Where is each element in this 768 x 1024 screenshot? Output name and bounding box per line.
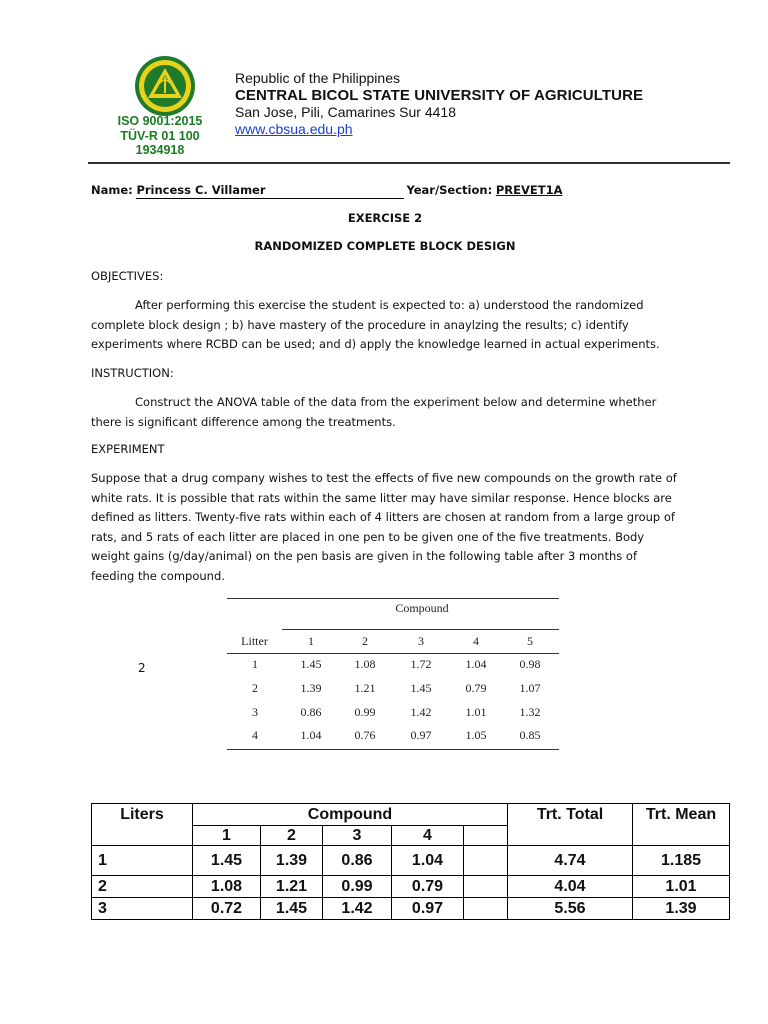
col-header-1: 1 xyxy=(193,826,261,846)
compound-col-5: 5 xyxy=(527,634,533,648)
cell: 1.05 xyxy=(465,728,487,742)
instruction-heading: INSTRUCTION: xyxy=(91,366,174,380)
cell: 0.86 xyxy=(300,705,322,719)
cell: 0.86 xyxy=(323,846,392,876)
objectives-heading: OBJECTIVES: xyxy=(91,269,164,283)
litter-header: Litter xyxy=(241,634,268,648)
trt-mean-cell: 1.01 xyxy=(633,876,730,898)
name-label: Name: xyxy=(91,183,133,197)
university-name: CENTRAL BICOL STATE UNIVERSITY OF AGRICULTURE xyxy=(235,87,644,104)
cell: 1.39 xyxy=(300,681,322,695)
cell: 0.79 xyxy=(465,681,487,695)
litter-2: 2 xyxy=(252,681,258,695)
side-number: 2 xyxy=(138,661,146,675)
trt-mean-header: Trt. Mean xyxy=(633,804,730,846)
cell: 1.21 xyxy=(354,681,376,695)
row-label: 2 xyxy=(92,876,193,898)
university-website-link[interactable]: www.cbsua.edu.ph xyxy=(235,121,353,137)
cell: 1.07 xyxy=(519,681,541,695)
row-label: 1 xyxy=(92,846,193,876)
cell: 1.04 xyxy=(392,846,464,876)
exercise-number-text: EXERCISE 2 xyxy=(347,211,423,225)
objectives-text: After performing this exercise the student is expected to: a) understood the randomized complete block design ; b) have mastery of the procedure in anaylzing the results; c) identify experiments where RCBD can be used; and d) apply the knowledge learned in actual experiments. xyxy=(91,298,660,351)
experiment-heading: EXPERIMENT xyxy=(91,442,165,456)
cell: 1.04 xyxy=(300,728,322,742)
cell: 1.39 xyxy=(261,846,323,876)
instruction-text: Construct the ANOVA table of the data from the experiment below and determine whether there is significant difference among the treatments. xyxy=(91,395,657,429)
compound-data-table xyxy=(227,598,559,753)
compound-col-3: 3 xyxy=(418,634,424,648)
university-address: San Jose, Pili, Camarines Sur 4418 xyxy=(235,104,456,120)
letterhead xyxy=(235,70,643,138)
cell xyxy=(464,846,508,876)
col-header-4: 4 xyxy=(392,826,464,846)
exercise-title xyxy=(91,237,679,257)
cell: 0.97 xyxy=(410,728,432,742)
trt-total-header: Trt. Total xyxy=(508,804,633,846)
col-header-5 xyxy=(464,826,508,846)
iso-line-3: 1934918 xyxy=(135,143,185,157)
student-info-line xyxy=(91,181,679,201)
iso-line-2: TÜV-R 01 100 xyxy=(120,128,200,143)
cell: 0.76 xyxy=(354,728,376,742)
cell: 1.45 xyxy=(261,898,323,920)
cell: 1.04 xyxy=(465,657,487,671)
cell: 0.85 xyxy=(519,728,541,742)
cell: 1.08 xyxy=(354,657,376,671)
trt-total-cell: 5.56 xyxy=(508,898,633,920)
iso-line-1: ISO 9001:2015 xyxy=(117,114,203,128)
table-row xyxy=(92,876,730,898)
exercise-title-text: RANDOMIZED COMPLETE BLOCK DESIGN xyxy=(254,239,516,253)
compound-col-2: 2 xyxy=(362,634,368,648)
exercise-number xyxy=(91,209,679,229)
header-divider xyxy=(88,162,730,164)
trt-total-cell: 4.04 xyxy=(508,876,633,898)
litter-3: 3 xyxy=(252,705,258,719)
compound-header: Compound xyxy=(193,804,508,826)
compound-title: Compound xyxy=(395,601,449,615)
litter-1: 1 xyxy=(252,657,258,671)
cell: 1.45 xyxy=(410,681,432,695)
cell: 1.01 xyxy=(465,705,487,719)
cell: 1.42 xyxy=(410,705,432,719)
cell xyxy=(464,876,508,898)
col-header-3: 3 xyxy=(323,826,392,846)
cell: 1.08 xyxy=(193,876,261,898)
compound-col-4: 4 xyxy=(473,634,479,648)
university-seal-logo xyxy=(134,55,196,117)
litter-4: 4 xyxy=(252,728,258,742)
cell: 0.99 xyxy=(354,705,376,719)
name-value: Princess C. Villamer xyxy=(136,183,404,199)
cell: 1.21 xyxy=(261,876,323,898)
cell: 0.97 xyxy=(392,898,464,920)
trt-mean-cell: 1.185 xyxy=(633,846,730,876)
compound-col-1: 1 xyxy=(308,634,314,648)
cell: 1.45 xyxy=(300,657,322,671)
cell: 1.32 xyxy=(519,705,541,719)
col-header-2: 2 xyxy=(261,826,323,846)
table-row xyxy=(92,846,730,876)
table-row xyxy=(92,898,730,920)
cell: 0.79 xyxy=(392,876,464,898)
experiment-text: Suppose that a drug company wishes to test the effects of five new compounds on the growth rate of white rats. It is possible that rats within the same litter may have similar response. Hence blocks are defined as litters. Twenty-five rats within each of 4 litters are chosen at random from a large group of rats, and 5 rats of each litter are placed in one pen to be given one of the five treatments. Body weight gains (g/day/animal) on the pen basis are given in the following table after 3 months of feeding the compound. xyxy=(91,471,677,583)
republic-line: Republic of the Philippines xyxy=(235,70,400,86)
cell: 1.42 xyxy=(323,898,392,920)
cell: 1.72 xyxy=(410,657,432,671)
cell: 0.99 xyxy=(323,876,392,898)
liters-header: Liters xyxy=(92,804,193,846)
cell: 1.45 xyxy=(193,846,261,876)
iso-certification xyxy=(100,114,220,158)
year-section-label: Year/Section: xyxy=(406,183,493,197)
trt-total-cell: 4.74 xyxy=(508,846,633,876)
row-label: 3 xyxy=(92,898,193,920)
anova-work-table xyxy=(91,803,730,920)
cell: 0.98 xyxy=(519,657,541,671)
cell: 0.72 xyxy=(193,898,261,920)
year-section-value: PREVET1A xyxy=(495,183,563,197)
trt-mean-cell: 1.39 xyxy=(633,898,730,920)
cell xyxy=(464,898,508,920)
